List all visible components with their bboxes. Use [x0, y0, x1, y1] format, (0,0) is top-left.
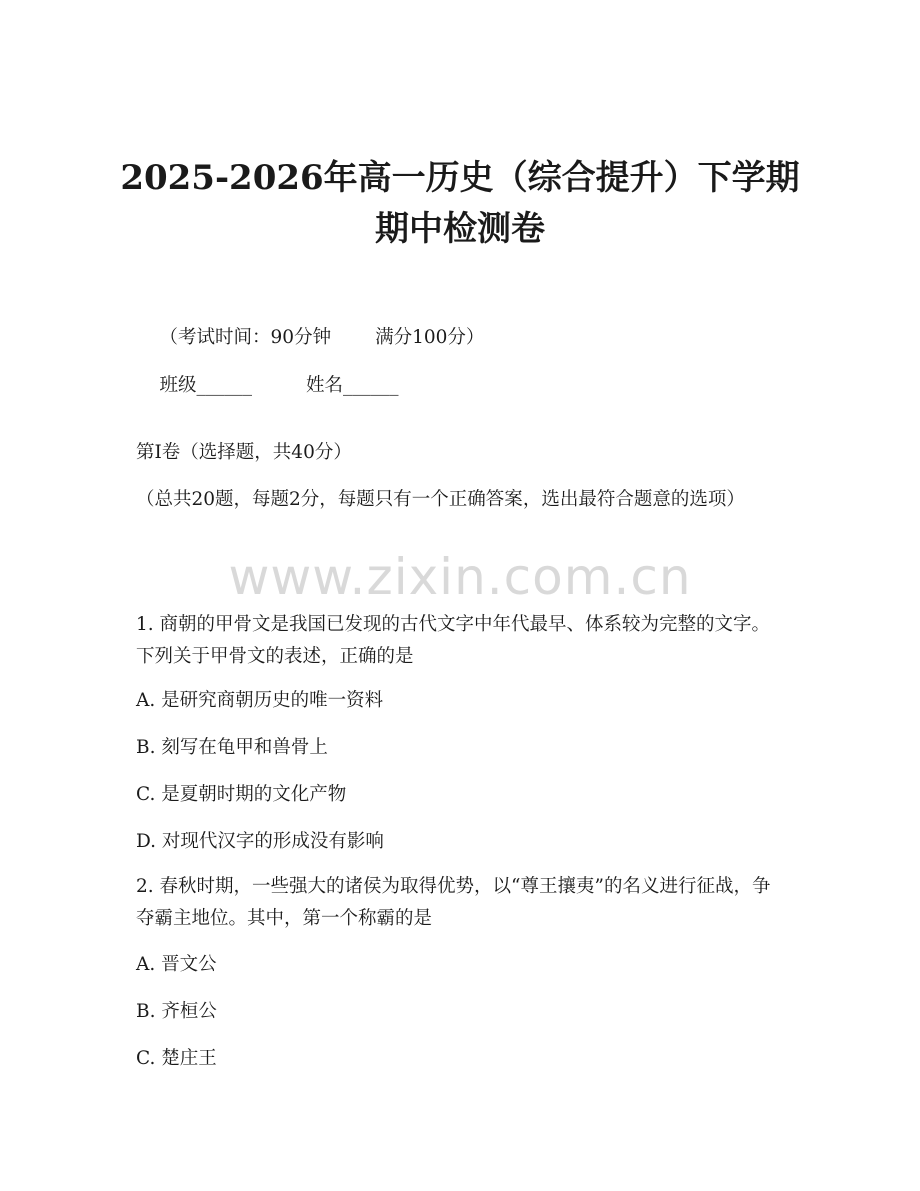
exam-title-line-1: 2025-2026年高一历史（综合提升）下学期 — [120, 158, 800, 198]
question-2-option-b: B. 齐桓公 — [136, 1001, 217, 1022]
question-1-option-a: A. 是研究商朝历史的唯一资料 — [136, 690, 384, 711]
question-1-option-d: D. 对现代汉字的形成没有影响 — [136, 831, 384, 852]
question-2-option-c: C. 楚庄王 — [136, 1048, 217, 1069]
name-field: 姓名______ — [306, 375, 399, 396]
exam-title-line-2: 期中检测卷 — [375, 209, 545, 249]
section-heading: 第I卷（选择题，共40分） — [136, 442, 352, 463]
exam-time: （考试时间：90分钟 — [159, 327, 332, 348]
question-2-option-a: A. 晋文公 — [136, 954, 217, 975]
question-2-stem: 2. 春秋时期，一些强大的诸侯为取得优势，以“尊王攘夷”的名义进行征战，争夺霸主地位。其中，第一个称霸的是 — [136, 876, 771, 929]
watermark: www.zixin.com.cn — [228, 548, 692, 606]
student-fields — [136, 350, 399, 422]
class-field: 班级______ — [159, 375, 253, 396]
exam-full-score: 满分100分） — [375, 327, 485, 348]
section-instructions: （总共20题，每题2分，每题只有一个正确答案，选出最符合题意的选项） — [136, 489, 745, 510]
question-1-stem: 1. 商朝的甲骨文是我国已发现的古代文字中年代最早、体系较为完整的文字。下列关于甲骨文的表述，正确的是 — [136, 614, 771, 667]
question-1-option-c: C. 是夏朝时期的文化产物 — [136, 784, 347, 805]
question-1-option-b: B. 刻写在龟甲和兽骨上 — [136, 737, 328, 758]
